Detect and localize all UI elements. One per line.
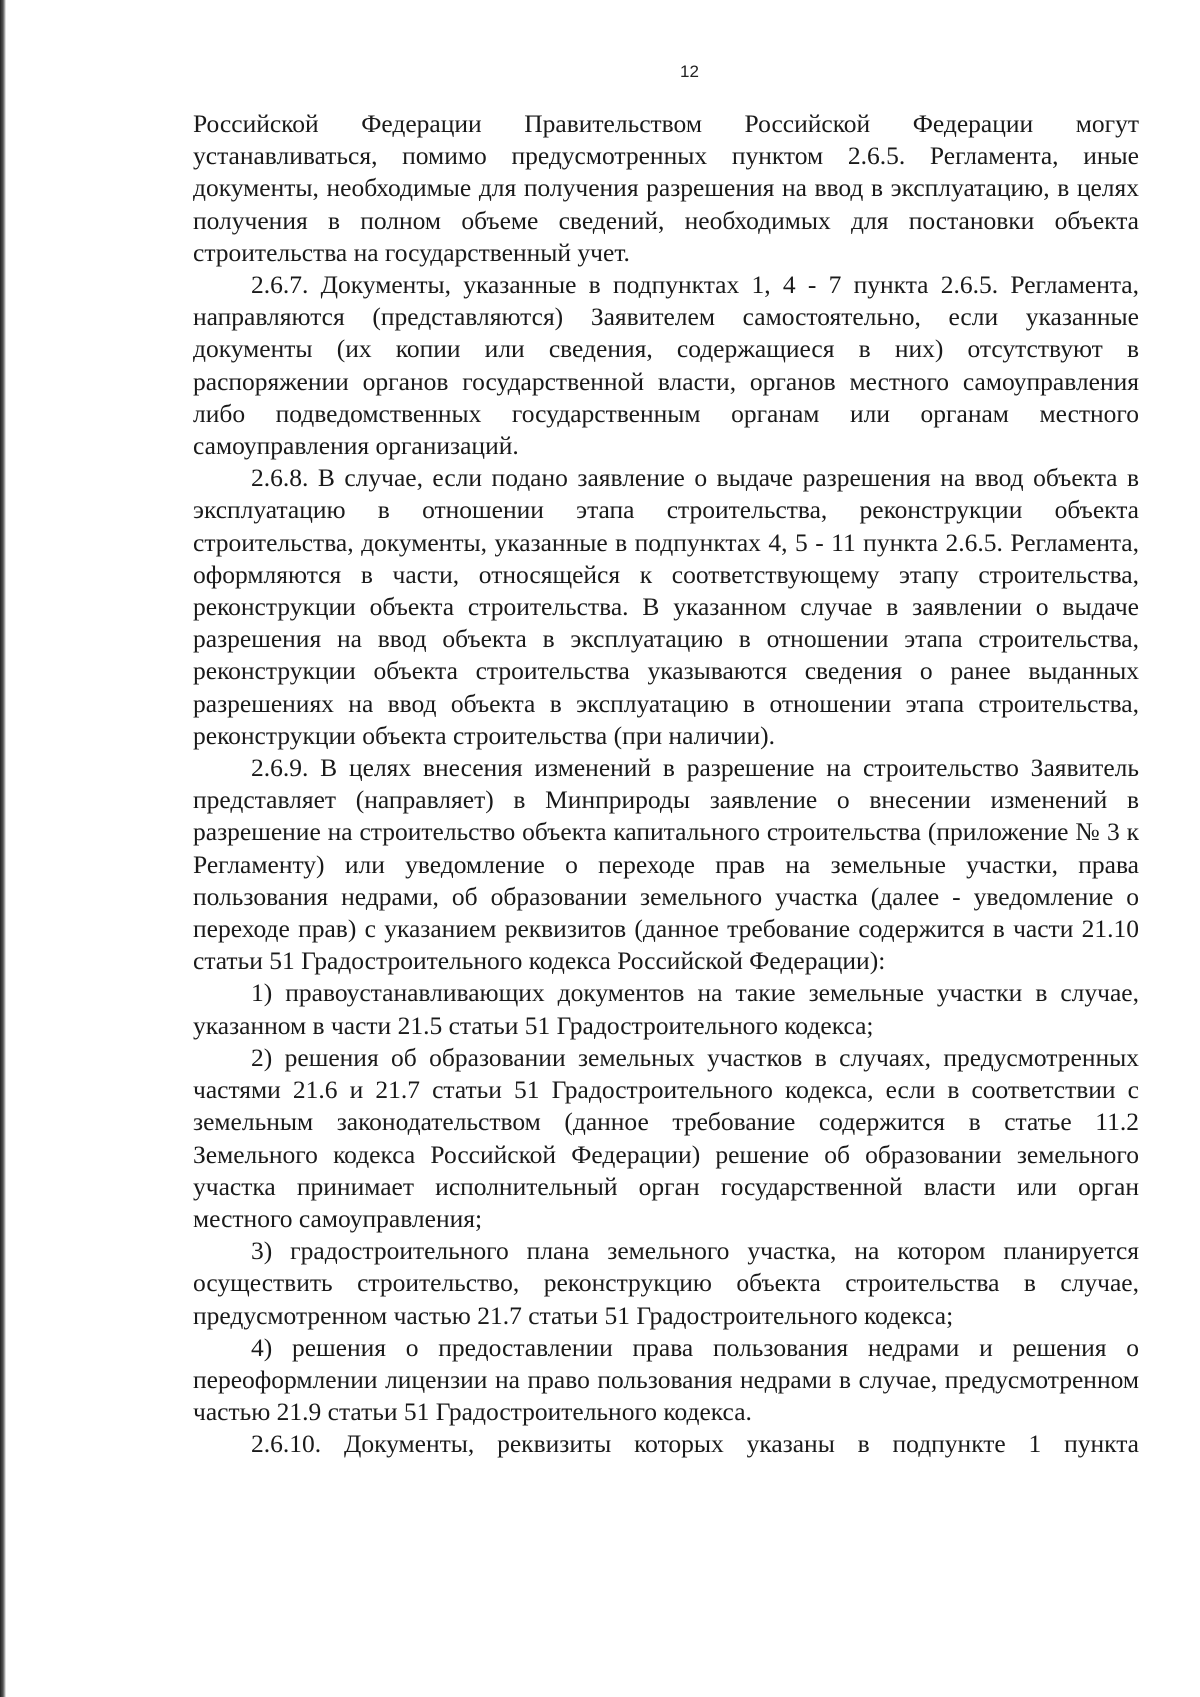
paragraph-2-6-9: 2.6.9. В целях внесения изменений в разрешение на строительство Заявитель представляет (направляет) в Минприроды заявление о внесении изменений в разрешение на строительство объекта капитального строительства (приложение № 3 к Регламенту) или уведомление о переходе прав на земельные участки, права пользования недрами, об образовании земельного участка (далее - уведомление о переходе прав) с указанием реквизитов (данное требование содержится в части 21.10 статьи 51 Градостроительного кодекса Российской Федерации): <box>193 753 1139 976</box>
document-body <box>193 108 1139 1461</box>
paragraph-2-6-7: 2.6.7. Документы, указанные в подпунктах 1, 4 - 7 пункта 2.6.5. Регламента, направляются (представляются) Заявителем самостоятельно, если указанные документы (их копии или сведения, содержащиеся в них) отсутствуют в распоряжении органов государственной власти, органов местного самоуправления либо подведомственных государственным органам или органам местного самоуправления организаций. <box>193 270 1139 461</box>
paragraph-2-6-10: 2.6.10. Документы, реквизиты которых указаны в подпункте 1 пункта <box>251 1429 1139 1459</box>
list-item-4: 4) решения о предоставлении права пользования недрами и решения о переоформлении лицензии на право пользования недрами в случае, предусмотренном частью 21.9 статьи 51 Градостроительного кодекса. <box>193 1332 1139 1427</box>
list-item-1: 1) правоустанавливающих документов на такие земельные участки в случае, указанном в части 21.5 статьи 51 Градостроительного кодекса; <box>193 978 1139 1040</box>
list-item-3: 3) градостроительного плана земельного участка, на котором планируется осуществить строительство, реконструкцию объекта строительства в случае, предусмотренном частью 21.7 статьи 51 Градостроительного кодекса; <box>193 1236 1139 1330</box>
page-number: 12 <box>680 62 699 81</box>
scan-edge <box>0 0 6 1697</box>
paragraph-continuation: Российской Федерации Правительством Российской Федерации могут устанавливаться, помимо предусмотренных пунктом 2.6.5. Регламента, иные документы, необходимые для получения разрешения на ввод в эксплуатацию, в целях получения в полном объеме сведений, необходимых для постановки объекта строительства на государственный учет. <box>193 109 1139 267</box>
paragraph-2-6-8: 2.6.8. В случае, если подано заявление о выдаче разрешения на ввод объекта в эксплуатацию в отношении этапа строительства, реконструкции объекта строительства, документы, указанные в подпунктах 4, 5 - 11 пункта 2.6.5. Регламента, оформляются в части, относящейся к соответствующему этапу строительства, реконструкции объекта строительства. В указанном случае в заявлении о выдаче разрешения на ввод объекта в эксплуатацию в отношении этапа строительства, реконструкции объекта строительства указываются сведения о ранее выданных разрешениях на ввод объекта в эксплуатацию в отношении этапа строительства, реконструкции объекта строительства (при наличии). <box>193 463 1139 750</box>
list-item-2: 2) решения об образовании земельных участков в случаях, предусмотренных частями 21.6 и 21.7 статьи 51 Градостроительного кодекса, если в соответствии с земельным законодательством (данное требование содержится в статье 11.2 Земельного кодекса Российской Федерации) решение об образовании земельного участка принимает исполнительный орган государственной власти или орган местного самоуправления; <box>193 1042 1139 1233</box>
